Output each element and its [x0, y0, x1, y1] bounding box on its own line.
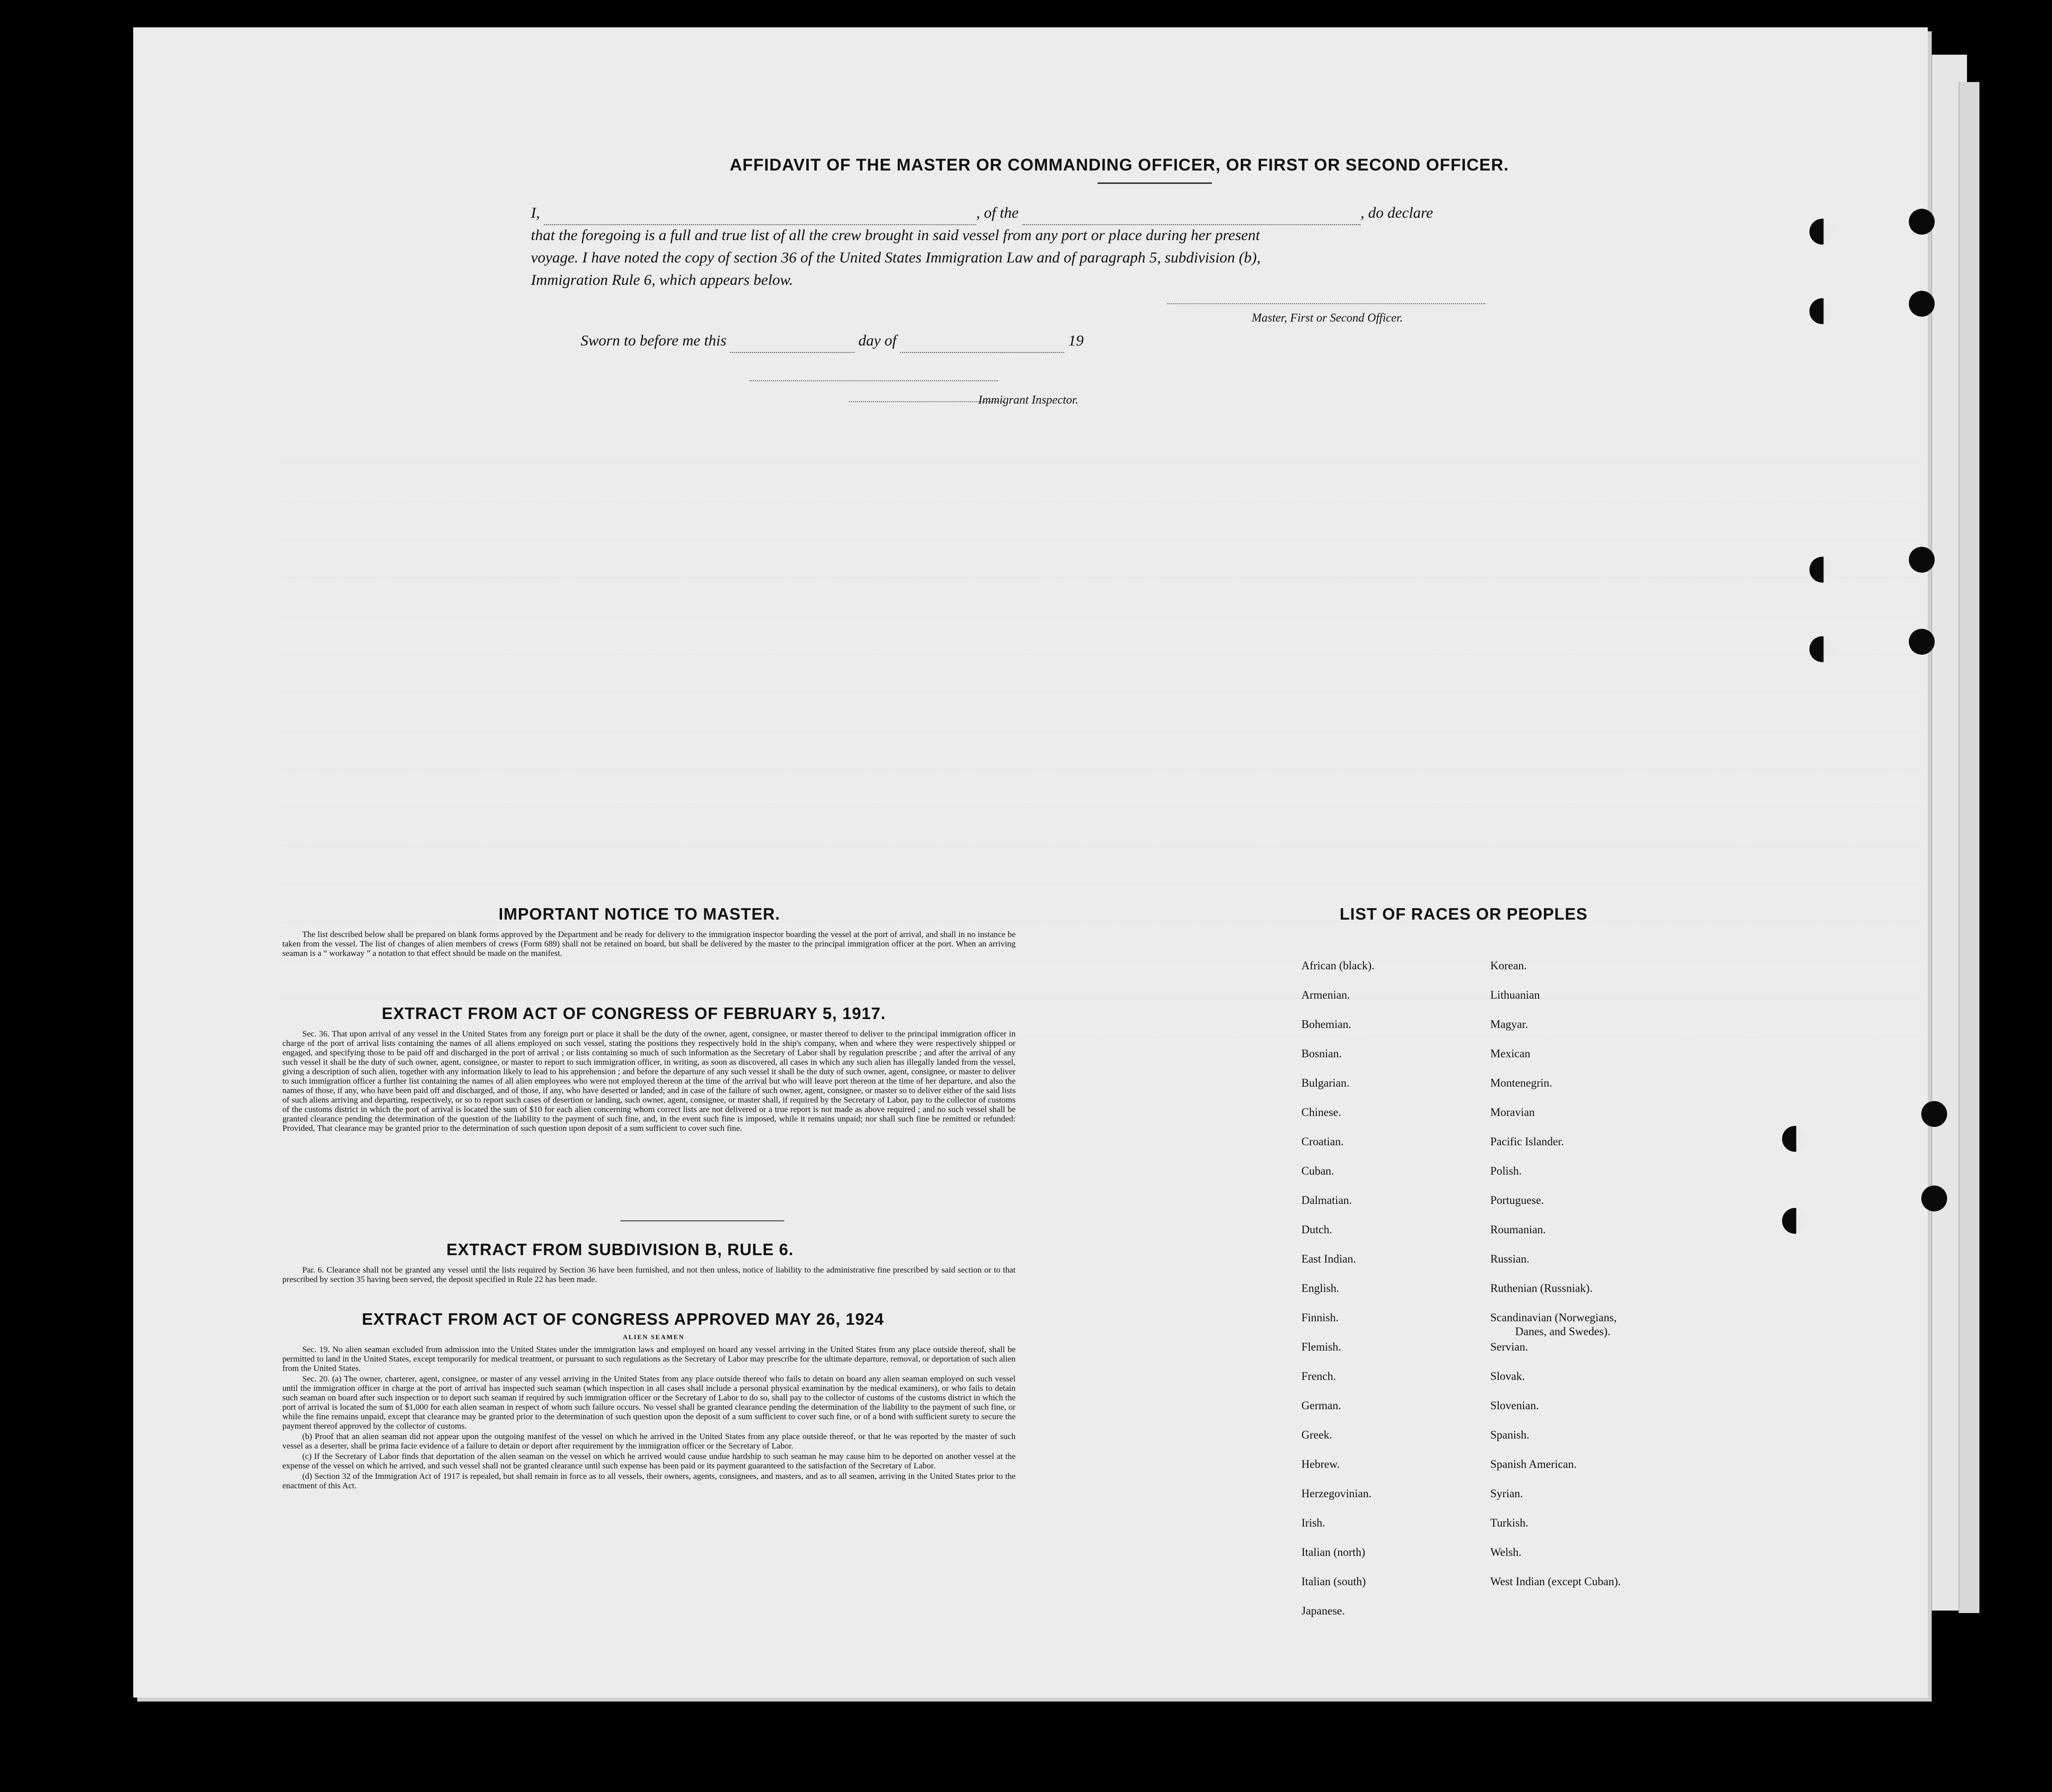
race-item: Chinese.: [1301, 1106, 1341, 1118]
race-item: Spanish.: [1490, 1429, 1530, 1441]
sworn-day-blank: [730, 352, 855, 353]
punch-hole: [1782, 1126, 1808, 1152]
inspector-label: Immigrant Inspector.: [978, 394, 1079, 407]
extract-1924-text: [282, 1345, 1016, 1491]
race-item: Polish.: [1490, 1165, 1522, 1177]
section-separator: [620, 1220, 784, 1221]
race-item: Servian.: [1490, 1341, 1529, 1353]
race-item: French.: [1301, 1370, 1336, 1382]
race-item: Slovenian.: [1490, 1399, 1539, 1412]
sec-19-paragraph: Sec. 19. No alien seaman excluded from admission into the United States under the immigration laws and employed on board any vessel arriving in the United States from any place outside thereof, shall be permitted to land in the United States, except temporarily for medical treatment, or pursuant to such regulations as the Secretary of Labor may prescribe for the ultimate departure, removal, or deportation of such alien from the United States.: [282, 1345, 1016, 1373]
race-item: West Indian (except Cuban).: [1490, 1575, 1621, 1588]
master-label: Master, First or Second Officer.: [1252, 312, 1403, 325]
race-item: Moravian: [1490, 1106, 1535, 1118]
race-item: Greek.: [1301, 1429, 1332, 1441]
punch-hole: [1809, 636, 1835, 662]
race-item: Dalmatian.: [1301, 1194, 1352, 1206]
punch-hole: [1809, 298, 1835, 324]
race-item: Italian (north): [1301, 1546, 1366, 1558]
extract-1917-text: [282, 1029, 1016, 1134]
extract-rule6-title: EXTRACT FROM SUBDIVISION B, RULE 6.: [446, 1240, 794, 1259]
affidavit-line-3: voyage. I have noted the copy of section 36 of the United States Immigration Law and of paragraph 5, subdivision (b),: [531, 249, 1261, 266]
sec-20a-paragraph: Sec. 20. (a) The owner, charterer, agent, consignee, or master of any vessel arriving in the United States from any place outside thereof who fails to detain on board any alien seaman employed on such vessel until the immigration officer in charge at the port of arrival has inspected such seaman (which inspection in all cases shall include a personal physical examination by the medical examiners), or who fails to detain such seaman on board after such inspection or to deport such seaman if required by such immigration officer or the Secretary of Labor to do so, shall pay to the collector of customs of the customs district in which the port of arrival is located the sum of $1,000 for each alien seaman in respect of whom such failure occurs. No vessel shall be granted clearance pending the determination of the liability to the payment of such fine, or while the fine remains unpaid, except that clearance may be granted prior to the determination of such question upon the deposit of a sum sufficient to cover such fine, or of a bond with sufficient surety to secure the payment thereof approved by the collector of customs.: [282, 1374, 1016, 1431]
inspector-signature-line-upper: [750, 380, 998, 381]
race-item: Portuguese.: [1490, 1194, 1544, 1206]
extract-1917-paragraph: Sec. 36. That upon arrival of any vessel in the United States from any foreign port or place it shall be the duty of the owner, agent, consignee, or master thereof to deliver to the principal immigration officer in charge of the port of arrival lists containing the names of all aliens employed on such vessel, stating the positions they respectively hold in the ship's company, when and where they were respectively shipped or engaged, and specifying those to be paid off and discharged in the port of arrival ; or lists containing so much of such information as the Secretary of Labor shall by regulation prescribe ; and after the arrival of any such vessel it shall be the duty of such owner, agent, consignee, or master to report to such immigration officer, in writing, as soon as discovered, all cases in which any such alien has illegally landed from the vessel, giving a description of such alien, together with any information likely to lead to his apprehension ; and before the departure of any such vessel it shall be the duty of such owner, agent, consignee, or master to deliver to such immigration officer a further list containing the names of all alien employees who were not employed thereon at the time of the arrival but who will leave port thereon at the time of her departure, and also the names of those, if any, who have been paid off and discharged, and of those, if any, who have deserted or landed; and in case of the failure of such owner, agent, consignee, or master so to deliver either of the said lists of such aliens arriving and departing, respectively, or so to report such cases of desertion or landing, such owner, agent, consignee, or master shall, if required by the Secretary of Labor, pay to the collector of customs of the customs district in which the port of arrival is located the sum of $10 for each alien concerning whom correct lists are not delivered or a true report is not made as above required ; and no such vessel shall be granted clearance pending the determination of the question of the liability to the payment of such fine, and, in the event such fine is imposed, while it remains unpaid; nor shall such fine be remitted or refunded: Provided, That clearance may be granted prior to the determination of such question upon deposit of a sum sufficient to cover such fine.: [282, 1029, 1016, 1133]
race-item: Dutch.: [1301, 1223, 1332, 1236]
punch-hole: [1909, 291, 1935, 317]
bleed-through-table: [282, 425, 1923, 1071]
race-item: Ruthenian (Russniak).: [1490, 1282, 1593, 1294]
notice-text: [282, 930, 1016, 959]
extract-1917-title: EXTRACT FROM ACT OF CONGRESS OF FEBRUARY 5, 1917.: [382, 1004, 886, 1023]
punch-hole: [1921, 1101, 1947, 1127]
do-declare-text: , do declare: [1360, 204, 1433, 221]
race-item: Mexican: [1490, 1047, 1531, 1060]
race-item: Pacific Islander.: [1490, 1135, 1564, 1148]
race-item: East Indian.: [1301, 1253, 1356, 1265]
sworn-line: [581, 328, 1084, 353]
affidavit-line-2: that the foregoing is a full and true list of all the crew brought in said vessel from any port or place during her present: [531, 226, 1260, 244]
extract-1924-title: EXTRACT FROM ACT OF CONGRESS APPROVED MAY 26, 1924: [362, 1310, 884, 1328]
notice-paragraph: The list described below shall be prepared on blank forms approved by the Department and be ready for delivery to the immigration inspector boarding the vessel at the port of arrival, and shall in no instance be taken from the vessel. The list of changes of alien members of crews (Form 689) shall not be retained on board, but shall be delivered by the master to the principal immigration officer at the port. When an arriving seaman is a “ workaway ” a notation to that effect should be made on the manifest.: [282, 930, 1016, 958]
of-the-text: , of the: [976, 204, 1019, 221]
punch-hole: [1921, 1186, 1947, 1211]
extract-rule6-paragraph: Par. 6. Clearance shall not be granted any vessel until the lists required by Section 36 have been furnished, and not then unless, notice of liability to the administrative fine prescribed by said section or to that prescribed by section 35 having been served, the deposit specified in Rule 22 has been made.: [282, 1265, 1016, 1284]
race-item: Herzegovinian.: [1301, 1487, 1372, 1500]
race-item: Korean.: [1490, 959, 1527, 972]
race-item: Bohemian.: [1301, 1018, 1352, 1030]
sec-20b-paragraph: (b) Proof that an alien seaman did not appear upon the outgoing manifest of the vessel on which he arrived in the United States from any place outside thereof, or that he was reported by the master of such vessel as a deserter, shall be prima facie evidence of a failure to detain or deport after requirement by the immigration officer or the Secretary of Labor.: [282, 1432, 1016, 1451]
race-item: African (black).: [1301, 959, 1374, 972]
notice-title: IMPORTANT NOTICE TO MASTER.: [499, 905, 780, 923]
race-item: Bosnian.: [1301, 1047, 1342, 1060]
document-page: [133, 27, 1928, 1698]
year-prefix: 19: [1068, 332, 1084, 349]
race-item: Flemish.: [1301, 1341, 1341, 1353]
race-item: Hebrew.: [1301, 1458, 1340, 1470]
day-of-text: day of: [858, 332, 897, 349]
race-item: Spanish American.: [1490, 1458, 1577, 1470]
race-item: Magyar.: [1490, 1018, 1529, 1030]
punch-hole: [1909, 547, 1935, 573]
affidavit-title: AFFIDAVIT OF THE MASTER OR COMMANDING OFFICER, OR FIRST OR SECOND OFFICER.: [730, 156, 1509, 174]
race-item: Welsh.: [1490, 1546, 1522, 1558]
race-item: Armenian.: [1301, 989, 1350, 1001]
race-item: English.: [1301, 1282, 1340, 1294]
sworn-text: Sworn to before me this: [581, 332, 727, 349]
punch-hole: [1909, 209, 1935, 235]
extract-rule6-text: [282, 1265, 1016, 1285]
race-item: Montenegrin.: [1490, 1077, 1552, 1089]
title-underline: [1098, 182, 1212, 184]
race-item: Roumanian.: [1490, 1223, 1546, 1236]
master-signature-line: [1167, 303, 1485, 304]
stacked-sheet-edge: [1959, 82, 1979, 1613]
sworn-month-blank: [900, 352, 1064, 353]
races-title: LIST OF RACES OR PEOPLES: [1340, 905, 1588, 923]
race-item: German.: [1301, 1399, 1341, 1412]
race-item: Irish.: [1301, 1517, 1325, 1529]
race-item: Slovak.: [1490, 1370, 1525, 1382]
affidavit-line-4: Immigration Rule 6, which appears below.: [531, 271, 793, 288]
race-item: Japanese.: [1301, 1605, 1345, 1617]
race-item: Italian (south): [1301, 1575, 1366, 1588]
race-item: Bulgarian.: [1301, 1077, 1350, 1089]
sec-20c-paragraph: (c) If the Secretary of Labor finds that deportation of the alien seaman on the vessel on which he arrived would cause undue hardship to such seaman he may cause him to be deported on another vessel at the expense of the vessel on which he arrived, and such vessel shall not be granted clearance until such expense has been paid or its payment guaranteed to the satisfaction of the Secretary of Labor.: [282, 1451, 1016, 1470]
race-item: Finnish.: [1301, 1311, 1339, 1324]
race-item: Croatian.: [1301, 1135, 1344, 1148]
race-item: Scandinavian (Norwegians,: [1490, 1311, 1617, 1324]
race-item: Cuban.: [1301, 1165, 1334, 1177]
punch-hole: [1782, 1208, 1808, 1234]
declarant-prefix: I,: [531, 204, 540, 221]
race-item: Turkish.: [1490, 1517, 1529, 1529]
sec-20d-paragraph: (d) Section 32 of the Immigration Act of 1917 is repealed, but shall remain in force as to all vessels, their owners, agents, consignees, and masters, and as to all seamen, arriving in the United States prior to the enactment of this Act.: [282, 1471, 1016, 1490]
race-item: Danes, and Swedes).: [1515, 1325, 1611, 1338]
race-item: Russian.: [1490, 1253, 1530, 1265]
alien-seamen-subtitle: ALIEN SEAMEN: [623, 1333, 685, 1341]
punch-hole: [1909, 629, 1935, 655]
punch-hole: [1809, 557, 1835, 583]
punch-hole: [1809, 219, 1835, 245]
race-item: Lithuanian: [1490, 989, 1540, 1001]
race-item: Syrian.: [1490, 1487, 1523, 1500]
affidavit-declaration-line: [531, 200, 1433, 225]
